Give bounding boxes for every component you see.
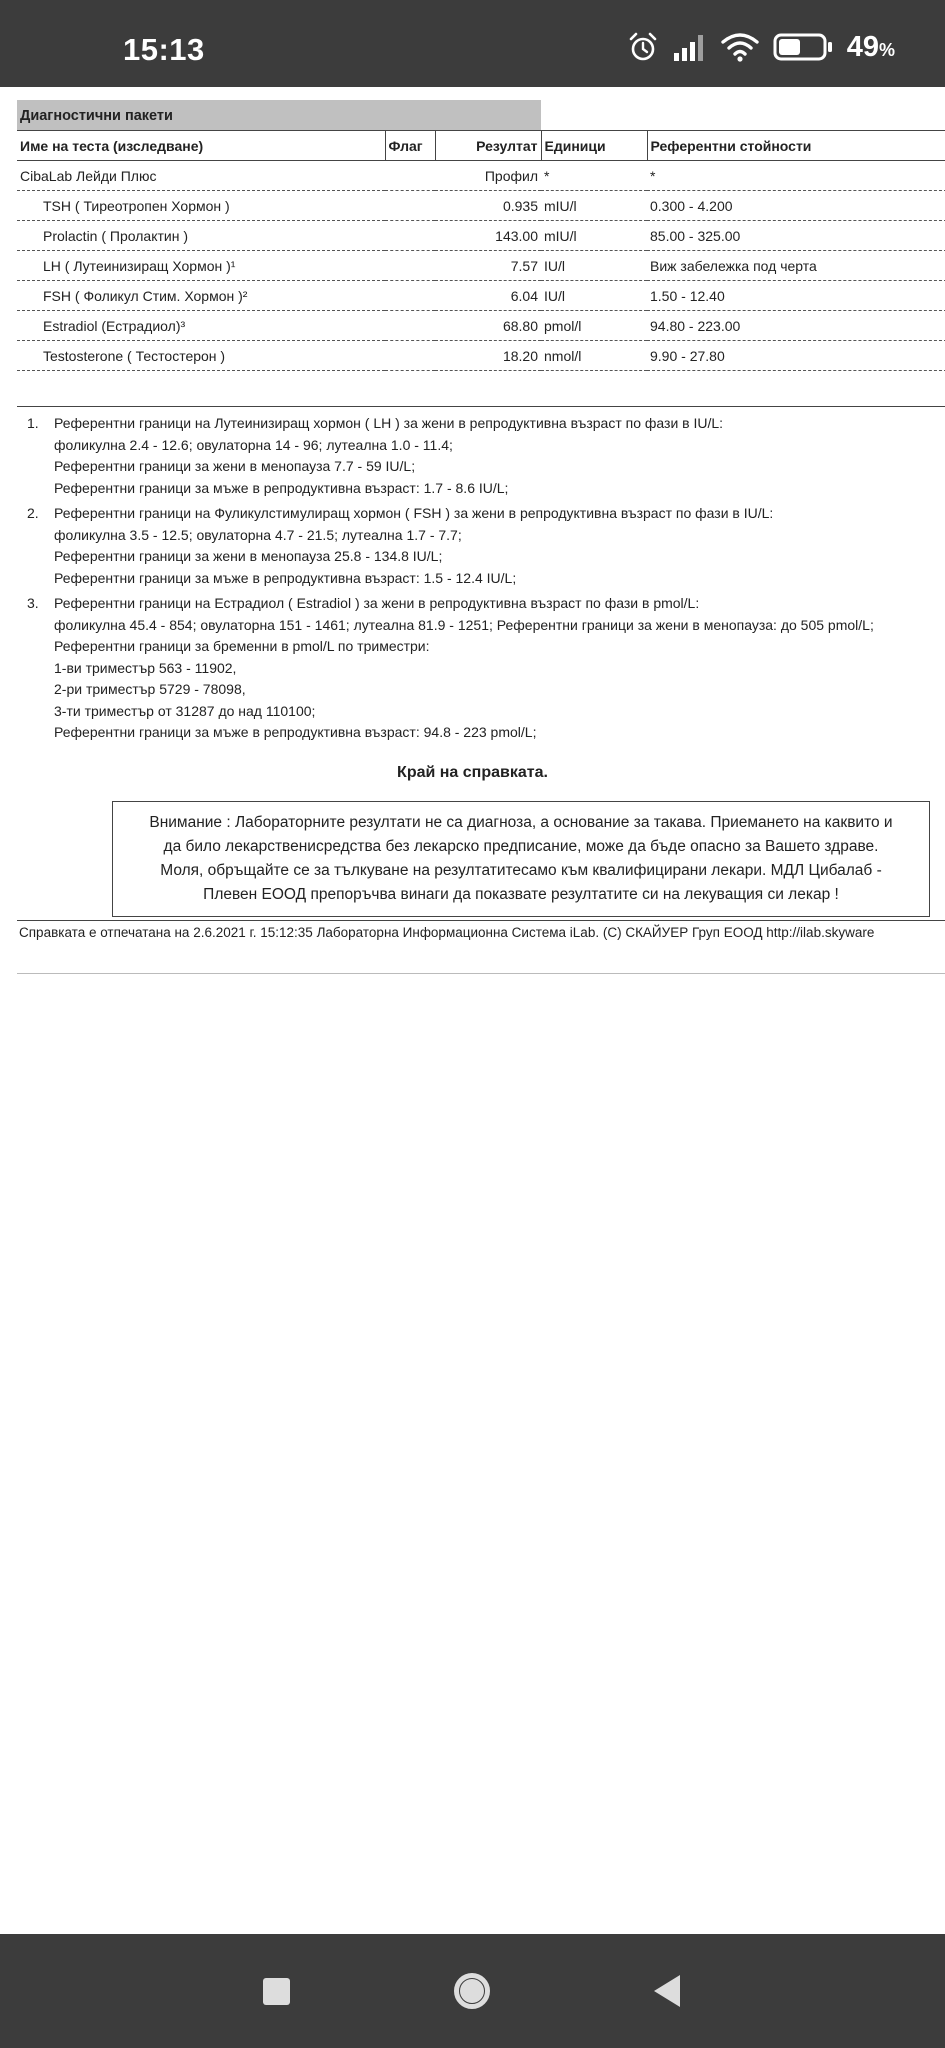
wifi-icon xyxy=(721,32,759,62)
cell-reference: 0.300 - 4.200 xyxy=(647,191,945,221)
warning-box xyxy=(112,801,930,917)
lab-report-page[interactable] xyxy=(0,87,945,1934)
alarm-icon xyxy=(627,31,659,63)
warning-line: Моля, обръщайте се за тълкуване на резултатитесамо към квалифицирани лекари. МДЛ Цибалаб - xyxy=(160,862,882,879)
results-table xyxy=(17,130,945,371)
cell-test: Testosterone ( Тестостерон ) xyxy=(17,341,385,371)
cell-result: 68.80 xyxy=(435,311,541,341)
cell-units: mIU/l xyxy=(541,221,647,251)
footnote-3 xyxy=(27,593,874,744)
cell-result: 0.935 xyxy=(435,191,541,221)
column-header-result: Резултат xyxy=(435,131,541,161)
footnote-line: Референтни граници на Естрадиол ( Estradiol ) за жени в репродуктивна възраст по фази в pmol/L: xyxy=(54,595,700,611)
footnote-line: Референтни граници за жени в менопауза 25.8 - 134.8 IU/L; xyxy=(54,548,443,564)
divider xyxy=(17,973,945,974)
cell-reference: 85.00 - 325.00 xyxy=(647,221,945,251)
footnote-1 xyxy=(27,413,874,499)
back-button[interactable] xyxy=(645,1969,689,2013)
cell-units: pmol/l xyxy=(541,311,647,341)
cell-test: Estradiol (Естрадиол)³ xyxy=(17,311,385,341)
battery-icon xyxy=(773,32,833,62)
footnote-line: Референтни граници за мъже в репродуктивна възраст: 94.8 - 223 pmol/L; xyxy=(54,724,537,740)
cell-flag xyxy=(385,161,435,191)
cell-flag xyxy=(385,221,435,251)
column-header-units: Единици xyxy=(541,131,647,161)
footnote-line: Референтни граници за мъже в репродуктивна възраст: 1.7 - 8.6 IU/L; xyxy=(54,479,509,496)
cell-units: * xyxy=(541,161,647,191)
divider xyxy=(17,920,945,921)
table-row xyxy=(17,221,945,251)
section-title: Диагностични пакети xyxy=(17,100,541,130)
cell-reference: * xyxy=(647,161,945,191)
battery-percent: 49% xyxy=(846,30,895,63)
cell-units: nmol/l xyxy=(541,341,647,371)
status-time: 15:13 xyxy=(123,32,205,67)
column-header-reference: Референтни стойности xyxy=(647,131,945,161)
column-header-flag: Флаг xyxy=(385,131,435,161)
back-triangle-icon xyxy=(654,1975,680,2007)
divider xyxy=(17,406,945,407)
status-bar xyxy=(0,0,945,87)
cell-units: mIU/l xyxy=(541,191,647,221)
cell-result: Профил xyxy=(435,161,541,191)
footnote-line: фоликулна 2.4 - 12.6; овулаторна 14 - 96; лутеална 1.0 - 11.4; xyxy=(54,436,453,453)
print-footer: Справката е отпечатана на 2.6.2021 г. 15:12:35 Лабораторна Информационна Система iLab. (C) СКАЙУЕР Груп ЕООД http://ilab.skyware xyxy=(19,925,875,940)
table-row xyxy=(17,161,945,191)
footnote-line: Референтни граници за жени в менопауза 7.7 - 59 IU/L; xyxy=(54,458,416,474)
cell-result: 6.04 xyxy=(435,281,541,311)
footnote-number: 3. xyxy=(27,595,39,611)
footnote-2 xyxy=(27,503,874,589)
footnote-line: фоликулна 45.4 - 854; овулаторна 151 - 1461; лутеална 81.9 - 1251; Референтни граници за жени в менопауза: до 505 pmol/L; xyxy=(54,616,874,633)
footnote-line: 1-ви триместър 563 - 11902, xyxy=(54,659,237,676)
cell-flag xyxy=(385,341,435,371)
table-row xyxy=(17,311,945,341)
cell-reference: 9.90 - 27.80 xyxy=(647,341,945,371)
footnote-line: Референтни граници на Лутеинизиращ хормон ( LH ) за жени в репродуктивна възраст по фази в IU/L: xyxy=(54,415,724,431)
cell-result: 143.00 xyxy=(435,221,541,251)
footnote-line: 3-ти триместър от 31287 до над 110100; xyxy=(54,702,316,719)
cell-test: TSH ( Тиреотропен Хормон ) xyxy=(17,191,385,221)
cell-result: 7.57 xyxy=(435,251,541,281)
footnote-line: Референтни граници за бременни в pmol/L по триместри: xyxy=(54,638,430,654)
cell-reference: 1.50 - 12.40 xyxy=(647,281,945,311)
table-row xyxy=(17,341,945,371)
signal-icon xyxy=(673,32,707,62)
cell-units: IU/l xyxy=(541,281,647,311)
footnote-line: 2-ри триместър 5729 - 78098, xyxy=(54,681,246,697)
cell-reference: Виж забележка под черта xyxy=(647,251,945,281)
warning-line: Внимание : Лабораторните резултати не са диагноза, а основание за такава. Приемането на каквито и xyxy=(149,814,893,831)
table-row xyxy=(17,251,945,281)
warning-line: да било лекарственисредства без лекарско предписание, може да бъде опасно за Вашето здраве. xyxy=(163,838,879,855)
table-header-row xyxy=(17,131,945,161)
home-circle-icon xyxy=(454,1973,490,2009)
column-header-test: Име на теста (изследване) xyxy=(17,131,385,161)
end-of-report-title: Край на справката. xyxy=(397,764,548,781)
recent-apps-button[interactable] xyxy=(254,1969,298,2013)
cell-test: Prolactin ( Пролактин ) xyxy=(17,221,385,251)
table-row xyxy=(17,281,945,311)
cell-test: FSH ( Фоликул Стим. Хормон )² xyxy=(17,281,385,311)
footnote-line: Референтни граници на Фуликулстимулиращ хормон ( FSH ) за жени в репродуктивна възраст по фази в IU/L: xyxy=(54,505,774,521)
cell-flag xyxy=(385,311,435,341)
status-icons xyxy=(627,30,895,64)
table-row xyxy=(17,191,945,221)
cell-flag xyxy=(385,251,435,281)
navigation-bar xyxy=(0,1934,945,2048)
cell-test: LH ( Лутеинизиращ Хормон )¹ xyxy=(17,251,385,281)
cell-reference: 94.80 - 223.00 xyxy=(647,311,945,341)
footnote-line: Референтни граници за мъже в репродуктивна възраст: 1.5 - 12.4 IU/L; xyxy=(54,569,517,586)
cell-flag xyxy=(385,281,435,311)
footnote-number: 2. xyxy=(27,505,39,521)
cell-flag xyxy=(385,191,435,221)
footnotes xyxy=(27,413,874,748)
footnote-number: 1. xyxy=(27,415,39,431)
cell-result: 18.20 xyxy=(435,341,541,371)
home-button[interactable] xyxy=(450,1969,494,2013)
cell-test: CibaLab Лейди Плюс xyxy=(17,161,385,191)
square-icon xyxy=(263,1978,290,2005)
footnote-line: фоликулна 3.5 - 12.5; овулаторна 4.7 - 21.5; лутеална 1.7 - 7.7; xyxy=(54,526,462,543)
cell-units: IU/l xyxy=(541,251,647,281)
warning-line: Плевен ЕООД препоръчва винаги да показвате резултатите си на лекуващия си лекар ! xyxy=(203,886,839,903)
